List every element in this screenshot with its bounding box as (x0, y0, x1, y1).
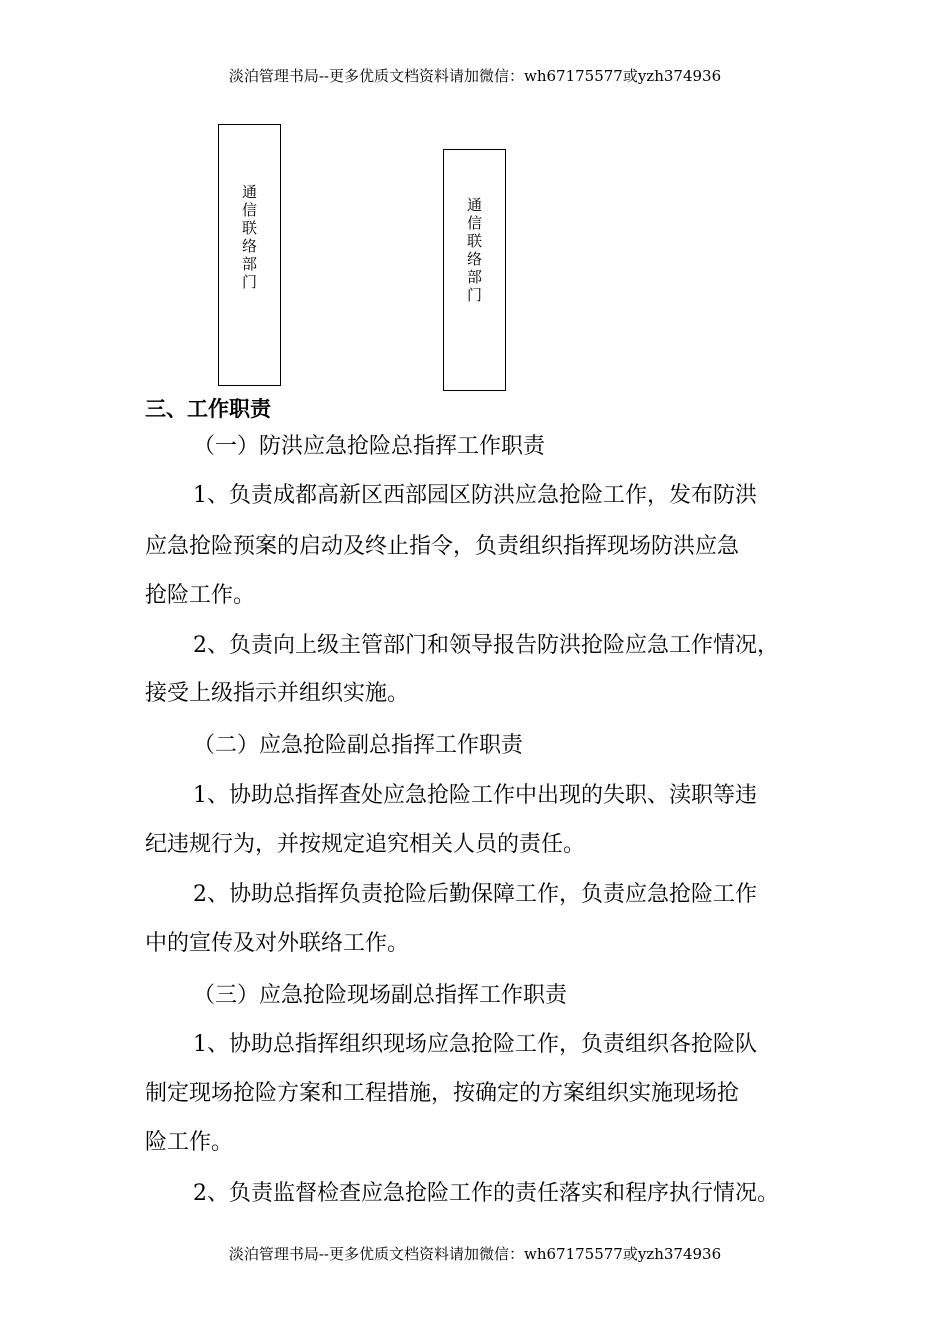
subsection-title-3: （三）应急抢险现场副总指挥工作职责 (193, 983, 568, 1008)
paragraph-line: 2、负责向上级主管部门和领导报告防洪抢险应急工作情况， (193, 633, 779, 658)
paragraph-line: 应急抢险预案的启动及终止指令，负责组织指挥现场防洪应急 (145, 534, 740, 559)
subsection-title-2: （二）应急抢险副总指挥工作职责 (193, 733, 524, 758)
paragraph-line: 2、协助总指挥负责抢险后勤保障工作，负责应急抢险工作 (193, 882, 757, 907)
paragraph-line: 2、负责监督检查应急抢险工作的责任落实和程序执行情况。 (193, 1181, 779, 1206)
page-footer: 淡泊管理书局--更多优质文档资料请加微信：wh67175577或yzh374936 (228, 1245, 722, 1263)
org-box-label: 通信联络部门 (466, 196, 482, 304)
org-box-comm-dept-2 (443, 149, 506, 391)
org-box-label: 通信联络部门 (241, 183, 257, 291)
paragraph-line: 中的宣传及对外联络工作。 (145, 931, 410, 956)
paragraph-line: 制定现场抢险方案和工程措施，按确定的方案组织实施现场抢 (145, 1081, 740, 1106)
paragraph-line: 接受上级指示并组织实施。 (145, 681, 410, 706)
paragraph-line: 1、协助总指挥组织现场应急抢险工作，负责组织各抢险队 (193, 1032, 757, 1057)
org-box-comm-dept-1 (218, 124, 281, 386)
paragraph-line: 1、负责成都高新区西部园区防洪应急抢险工作，发布防洪 (193, 483, 757, 508)
section-title: 三、工作职责 (145, 396, 271, 421)
paragraph-line: 1、协助总指挥查处应急抢险工作中出现的失职、渎职等违 (193, 783, 757, 808)
paragraph-line: 纪违规行为，并按规定追究相关人员的责任。 (145, 832, 586, 857)
paragraph-line: 险工作。 (145, 1130, 234, 1155)
subsection-title-1: （一）防洪应急抢险总指挥工作职责 (193, 434, 546, 459)
paragraph-line: 抢险工作。 (145, 583, 256, 608)
page-header: 淡泊管理书局--更多优质文档资料请加微信：wh67175577或yzh374936 (228, 67, 722, 85)
